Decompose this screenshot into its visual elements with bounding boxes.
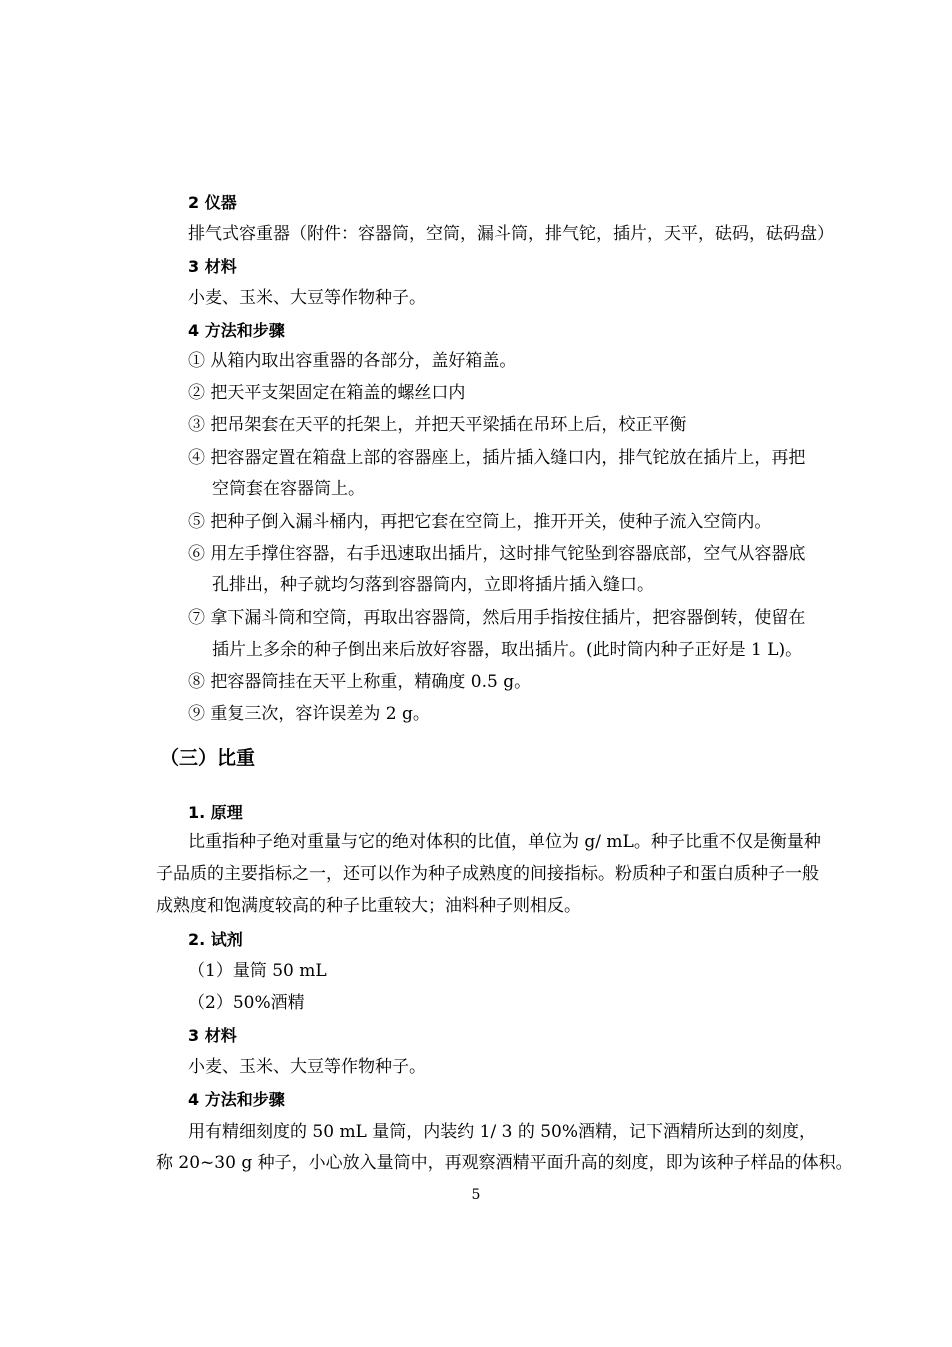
reagent-item-1: （1）量筒 50 mL: [188, 961, 327, 981]
principle-line-2: 子品质的主要指标之一，还可以作为种子成熟度的间接指标。粉质种子和蛋白质种子一般: [156, 864, 819, 884]
reagent-item-2: （2）50%酒精: [188, 993, 305, 1013]
method-2-heading: 4 方法和步骤: [188, 1090, 285, 1109]
method-2-line-1: 用有精细刻度的 50 mL 量筒，内装约 1/ 3 的 50%酒精，记下酒精所达到的刻度，: [188, 1122, 817, 1142]
step-4-continued: 空筒套在容器筒上。: [212, 479, 365, 499]
method-2-line-2: 称 20~30 g 种子，小心放入量筒中，再观察酒精平面升高的刻度，即为该种子样品的体积。: [156, 1153, 853, 1173]
step-6-continued: 孔排出，种子就均匀落到容器筒内，立即将插片插入缝口。: [212, 575, 654, 595]
step-7-continued: 插片上多余的种子倒出来后放好容器，取出插片。(此时筒内种子正好是 1 L)。: [212, 640, 803, 660]
step-6: ⑥ 用左手撑住容器，右手迅速取出插片，这时排气铊坠到容器底部，空气从容器底: [188, 544, 806, 564]
principle-line-1: 比重指种子绝对重量与它的绝对体积的比值，单位为 g/ mL。种子比重不仅是衡量种: [188, 832, 821, 852]
instrument-text: 排气式容重器（附件：容器筒，空筒，漏斗筒，排气铊，插片，天平，砝码，砝码盘）: [188, 224, 834, 244]
reagent-heading: 2. 试剂: [188, 930, 243, 949]
page-number: 5: [471, 1187, 481, 1203]
instrument-heading: 2 仪器: [188, 193, 237, 212]
material-2-heading: 3 材料: [188, 1026, 237, 1045]
material-text: 小麦、玉米、大豆等作物种子。: [188, 288, 426, 308]
step-1: ① 从箱内取出容重器的各部分，盖好箱盖。: [188, 351, 517, 371]
principle-line-3: 成熟度和饱满度较高的种子比重较大；油料种子则相反。: [156, 896, 581, 916]
step-3: ③ 把吊架套在天平的托架上，并把天平梁插在吊环上后，校正平衡: [188, 415, 687, 435]
method-heading: 4 方法和步骤: [188, 321, 285, 340]
step-2: ② 把天平支架固定在箱盖的螺丝口内: [188, 383, 466, 403]
principle-heading: 1. 原理: [188, 803, 243, 822]
step-4: ④ 把容器定置在箱盘上部的容器座上，插片插入缝口内，排气铊放在插片上，再把: [188, 448, 806, 468]
material-heading: 3 材料: [188, 257, 237, 276]
step-5: ⑤ 把种子倒入漏斗桶内，再把它套在空筒上，推开开关，使种子流入空筒内。: [188, 512, 772, 532]
step-7: ⑦ 拿下漏斗筒和空筒，再取出容器筒，然后用手指按住插片，把容器倒转，使留在: [188, 608, 806, 628]
step-9: ⑨ 重复三次，容许误差为 2 g。: [188, 704, 430, 724]
section-3-title: （三）比重: [160, 747, 256, 769]
material-2-text: 小麦、玉米、大豆等作物种子。: [188, 1057, 426, 1077]
step-8: ⑧ 把容器筒挂在天平上称重，精确度 0.5 g。: [188, 672, 532, 692]
